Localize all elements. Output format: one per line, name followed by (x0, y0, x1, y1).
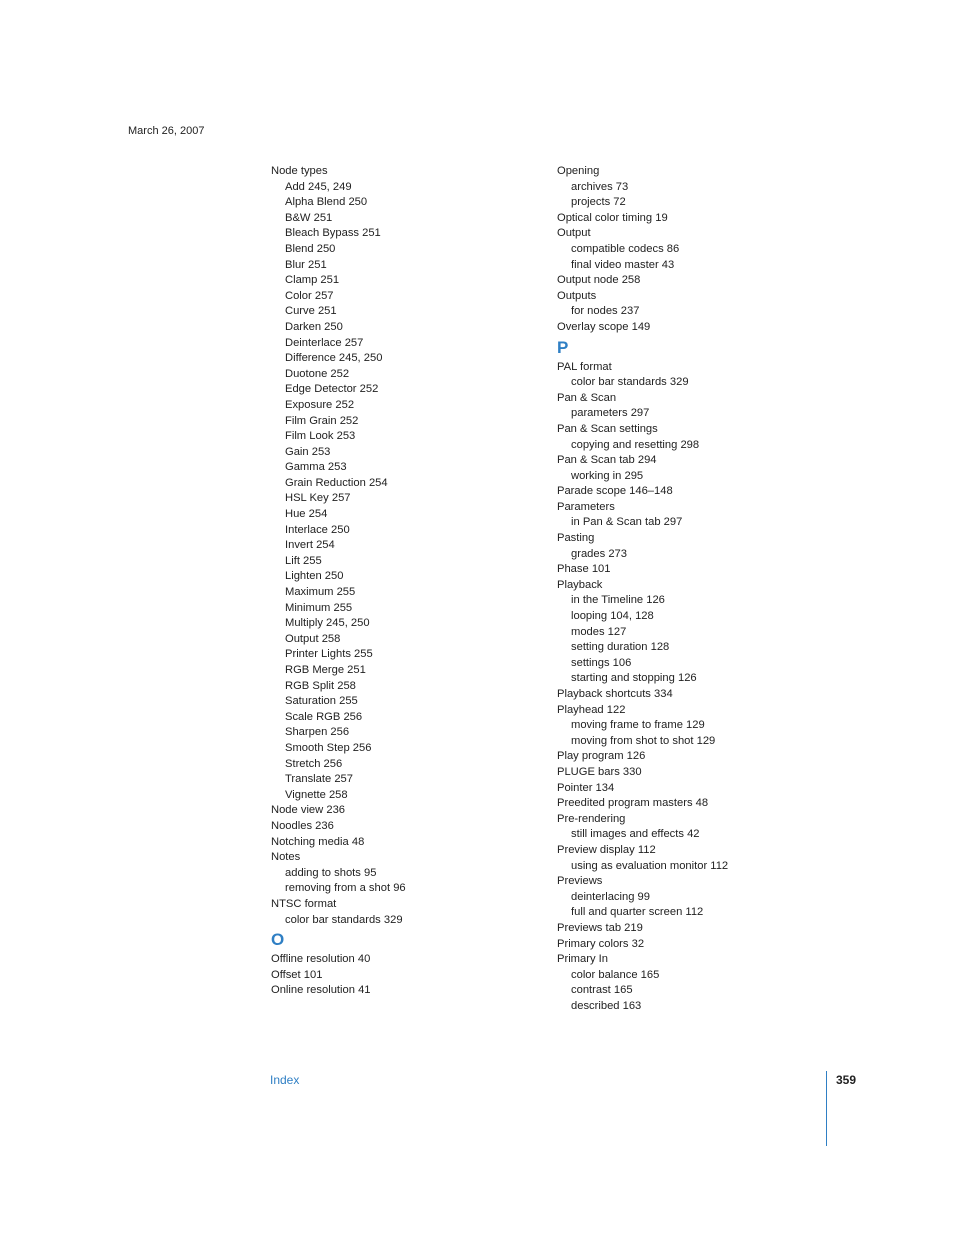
index-subentry: looping 104, 128 (571, 610, 654, 623)
index-subentry: Invert 254 (285, 539, 335, 552)
page-date: March 26, 2007 (128, 125, 205, 137)
index-entry: Preedited program masters 48 (557, 797, 709, 810)
index-subentry: Film Look 253 (285, 430, 356, 443)
index-entry: Output (557, 227, 591, 240)
index-subentry: Film Grain 252 (285, 414, 359, 427)
index-subentry: Vignette 258 (285, 788, 348, 801)
index-subentry: in Pan & Scan tab 297 (571, 516, 683, 529)
index-subentry: Gamma 253 (285, 461, 347, 474)
index-subentry: HSL Key 257 (285, 492, 351, 505)
index-subentry: Minimum 255 (285, 601, 353, 614)
index-entry: Pointer 134 (557, 781, 615, 794)
index-subentry: moving from shot to shot 129 (571, 734, 716, 747)
page-number: 359 (836, 1073, 857, 1087)
index-column-right (557, 164, 817, 1014)
index-subentry: Translate 257 (285, 773, 353, 786)
index-subentry: Difference 245, 250 (285, 352, 383, 365)
index-entry: PLUGE bars 330 (557, 765, 642, 778)
index-subentry: color bar standards 329 (285, 913, 403, 926)
index-entry: Optical color timing 19 (557, 211, 668, 224)
index-subentry: Edge Detector 252 (285, 383, 379, 396)
index-subentry: Add 245, 249 (285, 180, 352, 193)
index-subentry: Stretch 256 (285, 757, 343, 770)
index-subentry: copying and resetting 298 (571, 438, 700, 451)
index-entry: Play program 126 (557, 750, 646, 763)
index-subentry: color bar standards 329 (571, 376, 689, 389)
index-subentry: Exposure 252 (285, 398, 355, 411)
index-subentry: removing from a shot 96 (285, 882, 406, 895)
index-entry: Pre-rendering (557, 812, 626, 825)
index-subentry: for nodes 237 (571, 305, 640, 318)
index-subentry: compatible codecs 86 (571, 242, 680, 255)
index-letter-heading: P (557, 337, 569, 357)
index-entry: Overlay scope 149 (557, 320, 651, 333)
index-subentry: Lighten 250 (285, 570, 344, 583)
index-entry: Playback (557, 578, 603, 591)
index-subentry: Clamp 251 (285, 274, 340, 287)
index-subentry: Gain 253 (285, 445, 331, 458)
index-subentry: Grain Reduction 254 (285, 476, 388, 489)
index-entry: Preview display 112 (557, 843, 656, 856)
index-entry: Outputs (557, 289, 597, 302)
index-entry: Previews (557, 875, 603, 888)
index-subentry: RGB Merge 251 (285, 664, 366, 676)
index-subentry: projects 72 (571, 196, 626, 209)
index-subentry: parameters 297 (571, 407, 650, 420)
index-subentry: Bleach Bypass 251 (285, 227, 381, 240)
index-entry: Parameters (557, 500, 615, 513)
index-entry: Pasting (557, 532, 595, 545)
index-subentry: Lift 255 (285, 554, 322, 567)
footer-section-label: Index (270, 1073, 300, 1087)
index-subentry: color balance 165 (571, 968, 660, 981)
index-entry: PAL format (557, 360, 612, 373)
index-subentry: Printer Lights 255 (285, 648, 373, 661)
footer-divider (826, 1071, 827, 1146)
index-subentry: Saturation 255 (285, 695, 358, 708)
index-subentry: working in 295 (571, 469, 644, 482)
index-subentry: still images and effects 42 (571, 828, 700, 841)
index-subentry: B&W 251 (285, 211, 333, 224)
index-subentry: moving frame to frame 129 (571, 719, 705, 732)
index-subentry: settings 106 (571, 656, 632, 669)
index-entry: Parade scope 146–148 (557, 485, 673, 498)
index-subentry: Smooth Step 256 (285, 741, 372, 754)
index-subentry: Deinterlace 257 (285, 336, 364, 349)
index-column-left (271, 164, 531, 999)
index-subentry: full and quarter screen 112 (571, 906, 704, 919)
index-subentry: Curve 251 (285, 305, 337, 318)
index-entry: Offline resolution 40 (271, 953, 371, 966)
index-entry: Noodles 236 (271, 819, 334, 832)
index-subentry: grades 273 (571, 547, 627, 560)
index-entry: Opening (557, 165, 600, 177)
index-subentry: described 163 (571, 999, 642, 1012)
index-entry: Output node 258 (557, 274, 641, 287)
index-subentry: deinterlacing 99 (571, 890, 650, 903)
index-subentry: Scale RGB 256 (285, 710, 363, 723)
index-entry: Primary In (557, 953, 608, 966)
index-subentry: Darken 250 (285, 320, 343, 333)
index-subentry: final video master 43 (571, 258, 675, 271)
index-subentry: Blend 250 (285, 242, 336, 255)
index-entry: Pan & Scan tab 294 (557, 454, 657, 467)
index-subentry: Alpha Blend 250 (285, 196, 368, 209)
index-entry: Pan & Scan (557, 391, 617, 404)
index-entry: Offset 101 (271, 968, 323, 981)
index-subentry: Multiply 245, 250 (285, 617, 370, 630)
index-letter-heading: O (271, 930, 285, 950)
index-subentry: contrast 165 (571, 984, 633, 997)
index-entry: Phase 101 (557, 563, 611, 576)
index-entry: Notes (271, 851, 301, 864)
index-entry: Node types (271, 165, 328, 177)
index-subentry: setting duration 128 (571, 641, 670, 654)
index-entry: Notching media 48 (271, 835, 365, 848)
index-subentry: starting and stopping 126 (571, 672, 697, 685)
index-subentry: Sharpen 256 (285, 726, 350, 739)
index-subentry: modes 127 (571, 625, 627, 638)
index-subentry: Color 257 (285, 289, 334, 302)
index-subentry: archives 73 (571, 180, 629, 193)
index-entry: Previews tab 219 (557, 921, 643, 934)
index-subentry: Duotone 252 (285, 367, 350, 380)
index-subentry: Blur 251 (285, 258, 327, 271)
index-subentry: RGB Split 258 (285, 679, 356, 692)
index-subentry: Hue 254 (285, 508, 328, 521)
index-subentry: in the Timeline 126 (571, 594, 665, 607)
index-entry: Online resolution 41 (271, 984, 371, 997)
index-subentry: Maximum 255 (285, 586, 356, 599)
index-subentry: Interlace 250 (285, 523, 350, 536)
index-subentry: using as evaluation monitor 112 (571, 859, 729, 872)
index-subentry: adding to shots 95 (285, 866, 377, 879)
index-entry: Playhead 122 (557, 703, 626, 716)
index-entry: Node view 236 (271, 804, 346, 817)
index-entry: Primary colors 32 (557, 937, 645, 950)
index-entry: Playback shortcuts 334 (557, 688, 673, 700)
index-entry: Pan & Scan settings (557, 422, 658, 435)
index-entry: NTSC format (271, 897, 337, 910)
index-subentry: Output 258 (285, 632, 341, 645)
